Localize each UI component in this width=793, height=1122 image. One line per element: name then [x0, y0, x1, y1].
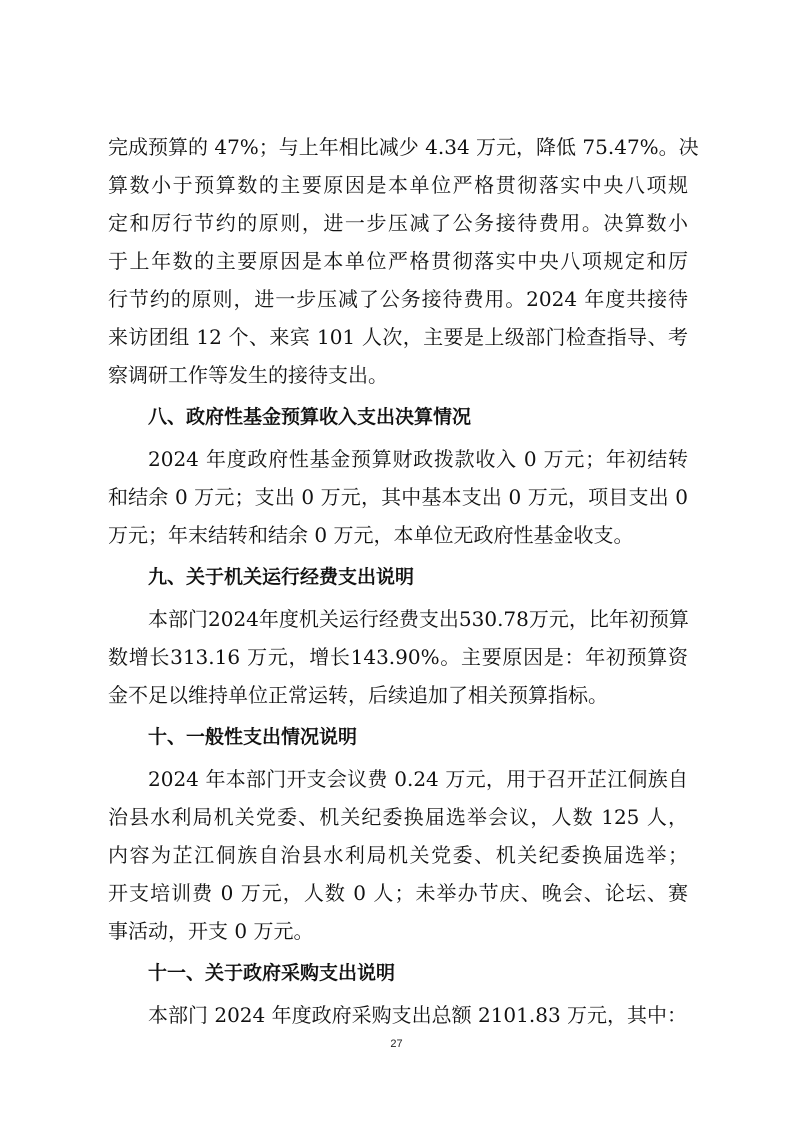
paragraph-line: 和结余 0 万元；支出 0 万元，其中基本支出 0 万元，项目支出 0 [108, 485, 688, 509]
section-heading: 八、政府性基金预算收入支出决算情况 [148, 406, 472, 428]
paragraph-line: 治县水利局机关党委、机关纪委换届选举会议，人数 125 人， [108, 805, 688, 829]
page-number: 27 [390, 1038, 403, 1050]
paragraph-line: 本部门2024年度机关运行经费支出530.78万元，比年初预算 [148, 607, 689, 631]
paragraph-line: 事活动，开支 0 万元。 [108, 919, 314, 943]
paragraph-line: 数增长313.16 万元，增长143.90%。主要原因是：年初预算资 [108, 645, 688, 669]
paragraph-line: 2024 年度政府性基金预算财政拨款收入 0 万元；年初结转 [148, 447, 688, 471]
paragraph-line: 本部门 2024 年度政府采购支出总额 2101.83 万元，其中： [148, 1003, 688, 1027]
section-heading: 十一、关于政府采购支出说明 [148, 962, 396, 984]
section-heading: 十、一般性支出情况说明 [148, 726, 358, 748]
paragraph-line: 定和厉行节约的原则，进一步压减了公务接待费用。决算数小 [108, 211, 688, 235]
paragraph-line: 万元；年末结转和结余 0 万元，本单位无政府性基金收支。 [108, 523, 634, 547]
paragraph-line: 于上年数的主要原因是本单位严格贯彻落实中央八项规定和厉 [108, 249, 688, 273]
paragraph-line: 2024 年本部门开支会议费 0.24 万元，用于召开芷江侗族自 [148, 767, 688, 791]
paragraph-line: 察调研工作等发生的接待支出。 [108, 363, 388, 387]
paragraph-line: 金不足以维持单位正常运转，后续追加了相关预算指标。 [108, 683, 608, 707]
paragraph-line: 来访团组 12 个、来宾 101 人次，主要是上级部门检查指导、考 [108, 325, 688, 349]
section-heading: 九、关于机关运行经费支出说明 [148, 566, 415, 588]
paragraph-line: 算数小于预算数的主要原因是本单位严格贯彻落实中央八项规 [108, 173, 688, 197]
paragraph-line: 完成预算的 47%；与上年相比减少 4.34 万元，降低 75.47%。决 [108, 135, 699, 159]
paragraph-line: 内容为芷江侗族自治县水利局机关党委、机关纪委换届选举； [108, 843, 688, 867]
paragraph-line: 开支培训费 0 万元，人数 0 人；未举办节庆、晚会、论坛、赛 [108, 881, 688, 905]
paragraph-line: 行节约的原则，进一步压减了公务接待费用。2024 年度共接待 [108, 287, 688, 311]
